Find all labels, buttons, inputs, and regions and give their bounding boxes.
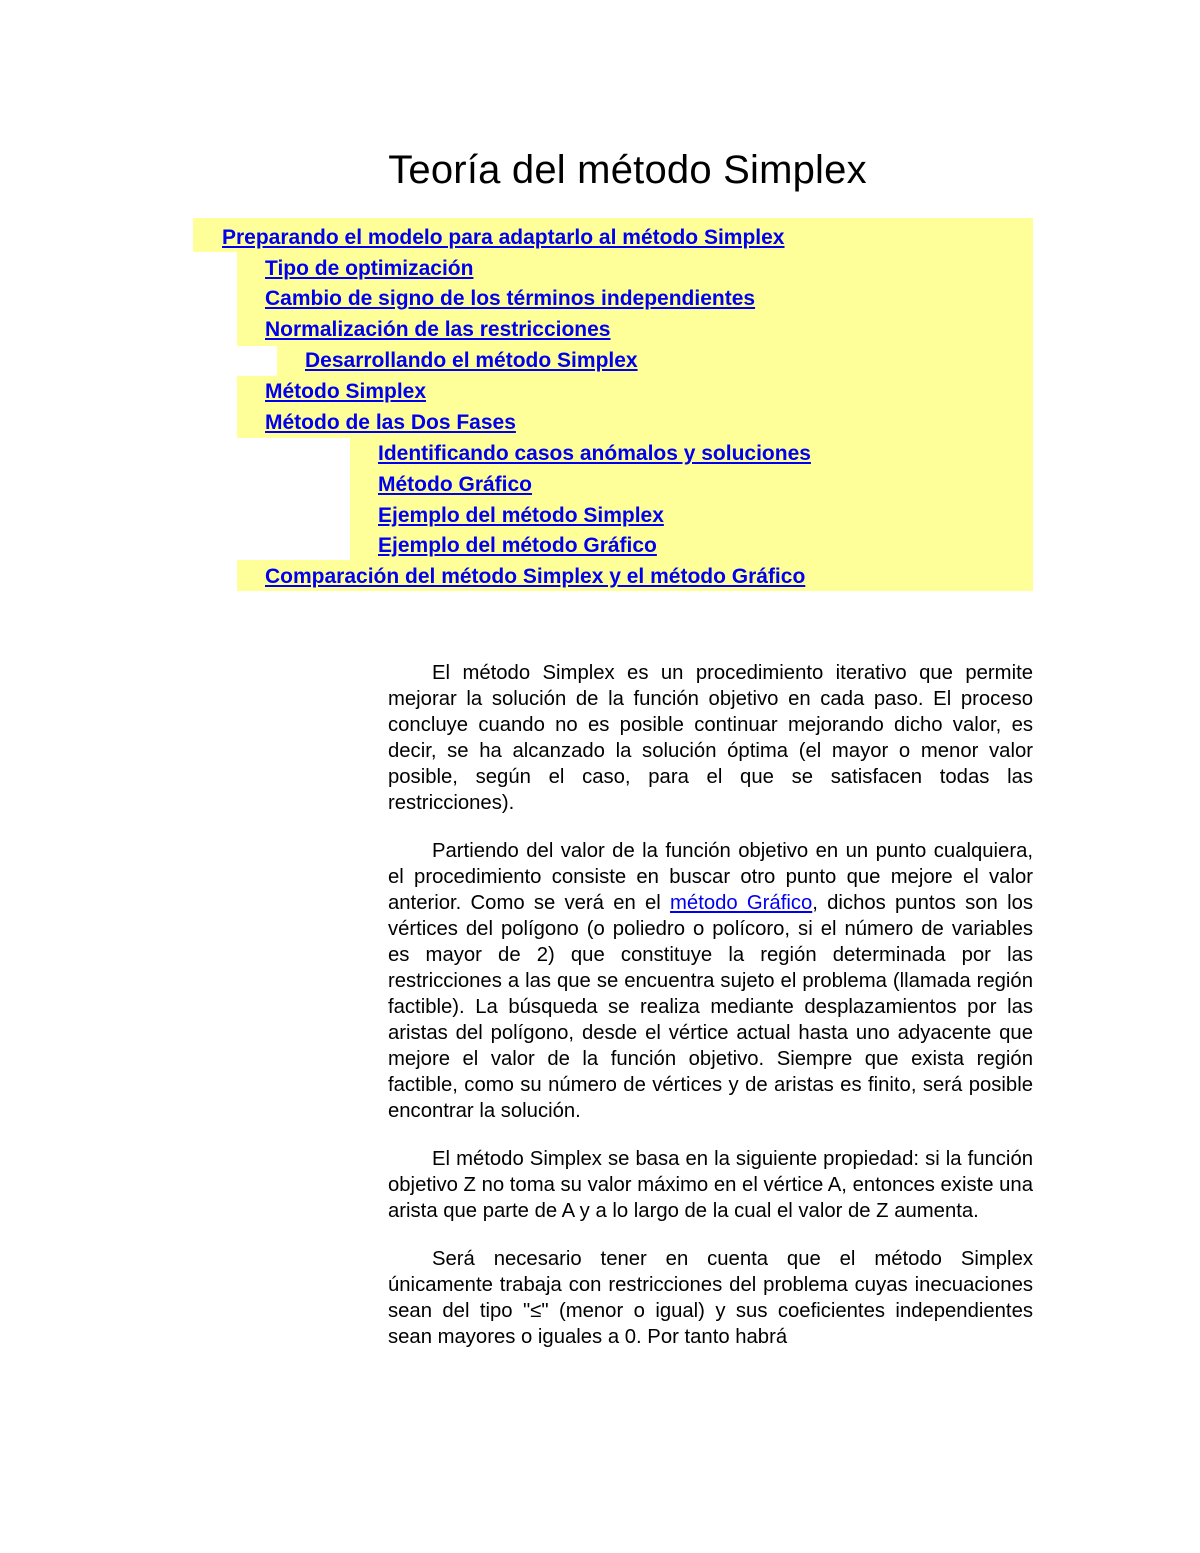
body-text [388,660,1033,1372]
toc-link-cambio-signo[interactable]: Cambio de signo de los términos independientes [265,287,756,310]
toc-link-preparando-modelo[interactable]: Preparando el modelo para adaptarlo al método Simplex [222,226,785,249]
toc-link-metodo-simplex[interactable]: Método Simplex [265,380,427,403]
paragraph-procedure-text-start: Partiendo del valor de la función objetivo en un punto cualquiera, el procedimiento consiste en buscar otro punto que mejore el valor anterior. Como se verá en el [388,840,1033,914]
paragraph-definition: El método Simplex es un procedimiento iterativo que permite mejorar la solución de la función objetivo en cada paso. El proceso concluye cuando no es posible continuar mejorando dicho valor, es decir, se ha alcanzado la solución óptima (el mayor o menor valor posible, según el caso, para el que se satisfacen todas las restricciones). [388,662,1033,814]
table-of-contents [0,0,1200,600]
metodo-grafico-link[interactable]: método Gráfico [670,892,813,914]
toc-link-dos-fases[interactable]: Método de las Dos Fases [265,411,516,434]
toc-link-desarrollando[interactable]: Desarrollando el método Simplex [305,349,638,372]
toc-link-ejemplo-simplex[interactable]: Ejemplo del método Simplex [378,504,664,527]
toc-link-casos-anomalos[interactable]: Identificando casos anómalos y soluciones [378,442,811,465]
paragraph-property: El método Simplex se basa en la siguiente propiedad: si la función objetivo Z no toma su valor máximo en el vértice A, entonces existe una arista que parte de A y a lo largo de la cual el valor de Z aumenta. [388,1148,1033,1222]
toc-link-metodo-grafico[interactable]: Método Gráfico [378,473,533,496]
paragraph-procedure-text-end: , dichos puntos son los vértices del polígono (o poliedro o polícoro, si el número de variables es mayor de 2) que constituye la región determinada por las restricciones a las que se encuentra sujeto el problema (llamada región factible). La búsqueda se realiza mediante desplazamientos por las aristas del polígono, desde el vértice actual hasta uno adyacente que mejore el valor de la función objetivo. Siempre que exista región factible, como su número de vértices y de aristas es finito, será posible encontrar la solución. [388,892,1033,1122]
toc-link-ejemplo-grafico[interactable]: Ejemplo del método Gráfico [378,534,657,557]
toc-link-tipo-optimizacion[interactable]: Tipo de optimización [265,257,474,280]
toc-link-comparacion[interactable]: Comparación del método Simplex y el método Gráfico [265,565,806,588]
paragraph-restrictions: Será necesario tener en cuenta que el método Simplex únicamente trabaja con restricciones del problema cuyas inecuaciones sean del tipo "≤" (menor o igual) y sus coeficientes independientes sean mayores o iguales a 0. Por tanto habrá [388,1248,1033,1348]
toc-link-normalizacion[interactable]: Normalización de las restricciones [265,318,611,341]
page-title: Teoría del método Simplex [388,148,867,192]
paragraph-procedure [388,838,1033,1124]
